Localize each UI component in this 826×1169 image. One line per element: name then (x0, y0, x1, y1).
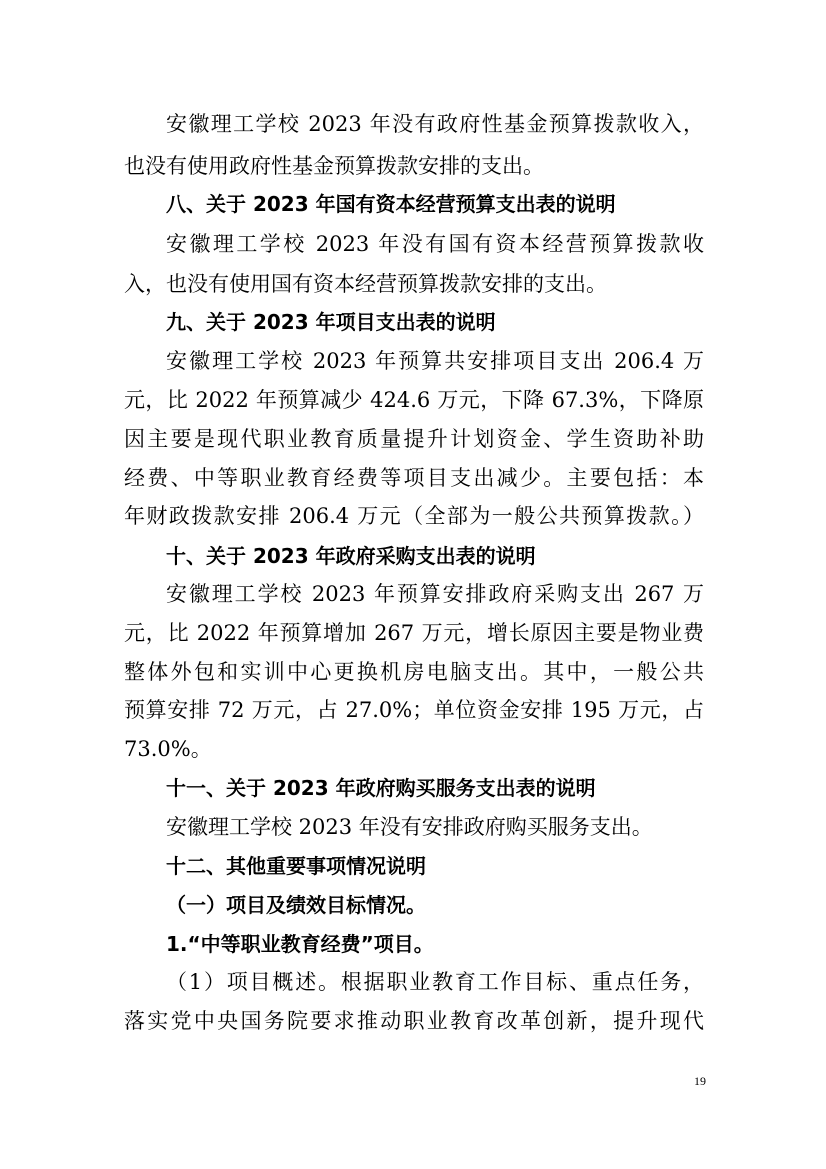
section-heading: 八、关于 2023 年国有资本经营预算支出表的说明 (166, 192, 616, 216)
section-heading: 十、关于 2023 年政府采购支出表的说明 (166, 544, 536, 568)
paragraph-line: 也没有使用政府性基金预算拨款安排的支出。 (124, 154, 544, 178)
subsection-heading: （一）项目及绩效目标情况。 (166, 893, 426, 917)
paragraph-line: 元，比 2022 年预算减少 424.6 万元，下降 67.3%，下降原 (124, 388, 704, 412)
paragraph-line: 整体外包和实训中心更换机房电脑支出。其中，一般公共 (124, 660, 704, 684)
section-heading: 九、关于 2023 年项目支出表的说明 (166, 310, 496, 334)
paragraph-line: 安徽理工学校 2023 年没有国有资本经营预算拨款收 (166, 232, 704, 256)
paragraph-line: 安徽理工学校 2023 年预算共安排项目支出 206.4 万 (166, 349, 704, 373)
paragraph-line: 因主要是现代职业教育质量提升计划资金、学生资助补助 (124, 427, 704, 451)
section-heading: 十一、关于 2023 年政府购买服务支出表的说明 (166, 776, 596, 800)
paragraph-line: 落实党中央国务院要求推动职业教育改革创新，提升现代 (124, 1009, 704, 1033)
paragraph-line: 安徽理工学校 2023 年预算安排政府采购支出 267 万 (166, 582, 704, 606)
paragraph-line: （1）项目概述。根据职业教育工作目标、重点任务， (166, 970, 704, 994)
paragraph-line: 元，比 2022 年预算增加 267 万元，增长原因主要是物业费 (124, 621, 704, 645)
paragraph-line: 安徽理工学校 2023 年没有政府性基金预算拨款收入， (166, 112, 704, 136)
page-number: 19 (694, 1074, 706, 1088)
paragraph-line: 年财政拨款安排 206.4 万元（全部为一般公共预算拨款。） (124, 504, 704, 528)
paragraph-line: 入，也没有使用国有资本经营预算拨款安排的支出。 (124, 272, 607, 296)
item-heading: 1.“中等职业教育经费”项目。 (166, 932, 434, 956)
paragraph-line: 73.0%。 (124, 737, 212, 761)
paragraph-line: 预算安排 72 万元，占 27.0%；单位资金安排 195 万元，占 (124, 698, 704, 722)
paragraph-line: 经费、中等职业教育经费等项目支出减少。主要包括：本 (124, 466, 704, 490)
section-heading: 十二、其他重要事项情况说明 (166, 854, 426, 878)
paragraph-line: 安徽理工学校 2023 年没有安排政府购买服务支出。 (166, 815, 653, 839)
